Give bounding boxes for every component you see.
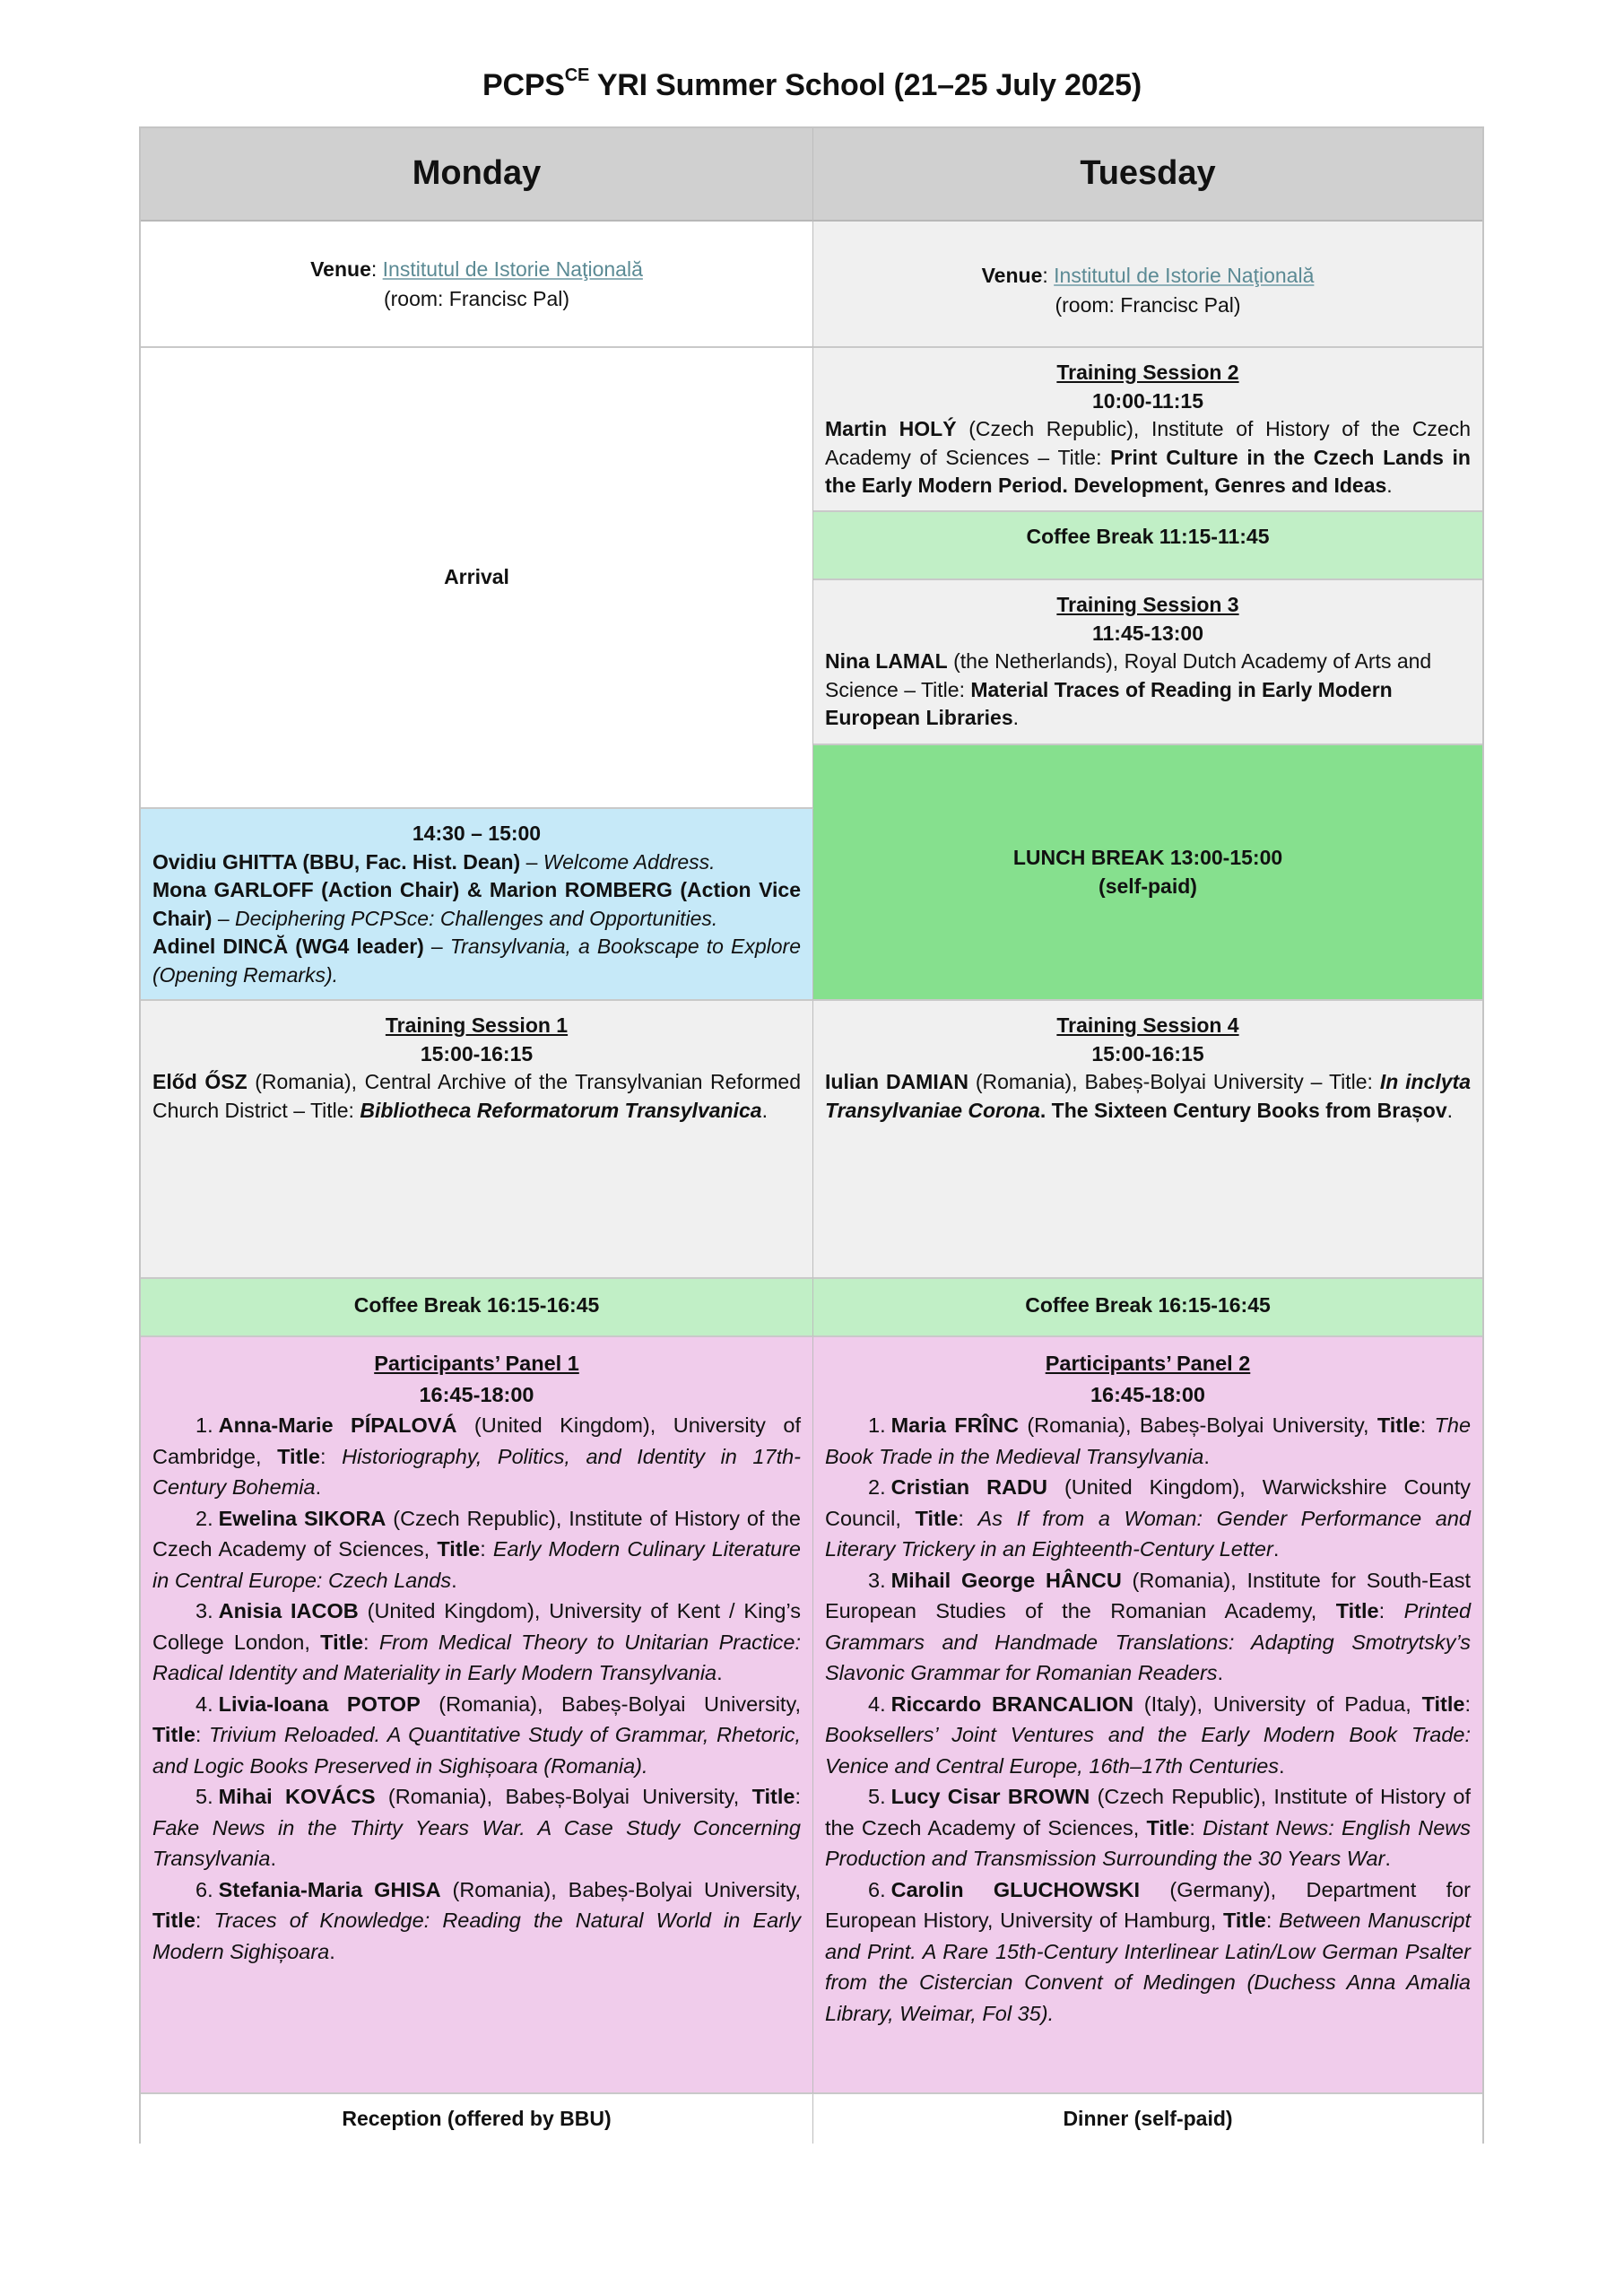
sep2: : [1420, 1413, 1435, 1437]
talk-separator: – [520, 849, 543, 874]
sep1: , [255, 1444, 278, 1468]
punctuation: . [451, 1568, 457, 1592]
punctuation: . [1217, 1661, 1224, 1684]
coffee-break-label: Coffee Break 16:15-16:45 [353, 1293, 600, 1317]
title-label: Title [437, 1537, 481, 1561]
session-time: 10:00-11:15 [1091, 388, 1204, 413]
sep2: : [1464, 1692, 1471, 1716]
talk-speaker: Adinel DINCĂ (WG4 leader) [152, 935, 424, 958]
venue-label: Venue [310, 257, 371, 281]
paper-title: Trivium Reloaded. A Quantitative Study of Grammar, Rhetoric, and Logic Books Preserved in Sighișoara (Romania). [152, 1723, 801, 1778]
session-affiliation: (Romania), Babeș-Bolyai University – Title: [968, 1070, 1380, 1093]
session-time: 15:00-16:15 [1091, 1041, 1204, 1065]
item-number: 5. [868, 1785, 886, 1808]
panel-item [825, 1410, 1471, 1472]
title-rest: YRI Summer School (21–25 July 2025) [589, 68, 1142, 102]
session-heading: Training Session 2 [1056, 361, 1239, 384]
participant-affiliation: (Czech Republic), Institute of History of the Czech Academy of Sciences [152, 1506, 801, 1561]
participant-affiliation: (United Kingdom), University of Cambridge [152, 1413, 801, 1468]
participant-name: Anna-Marie PÍPALOVÁ [218, 1413, 457, 1437]
panel-item [825, 1472, 1471, 1565]
punctuation: . [329, 1939, 335, 1963]
sep2: : [319, 1444, 343, 1468]
opening-cell [141, 809, 813, 1001]
item-number: 4. [868, 1692, 886, 1716]
title-main: PCPS [482, 68, 565, 102]
sep1: , [1210, 1909, 1223, 1932]
talk-separator: – [212, 906, 236, 930]
participant-name: Stefania-Maria GHISA [218, 1877, 441, 1901]
participant-affiliation: (Czech Republic), Institute of History of the Czech Academy of Sciences [825, 1785, 1471, 1839]
session-title: In inclyta Transylvaniae Corona [825, 1070, 1471, 1122]
evening-label: Reception (offered by BBU) [342, 2106, 612, 2130]
sep2: : [363, 1630, 379, 1654]
title-label: Title [1376, 1413, 1420, 1437]
training-session-3-cell [813, 580, 1482, 745]
participant-affiliation: (United Kingdom), University of Kent / King’s College London [152, 1599, 801, 1654]
session-title: Print Culture in the Czech Lands in the Early Modern Period. Development, Genres and Ideas [825, 445, 1471, 497]
participant-name: Livia-Ioana POTOP [218, 1692, 421, 1716]
panel-item [825, 1565, 1471, 1689]
opening-time: 14:30 – 15:00 [412, 822, 542, 845]
paper-title: Early Modern Culinary Literature in Central Europe: Czech Lands [152, 1537, 801, 1592]
panel-heading: Participants’ Panel 2 [1045, 1352, 1251, 1375]
item-number: 2. [868, 1475, 886, 1499]
venue-cell-tuesday: Venue: Institutul de Istorie Naţională (room: Francisc Pal) [813, 222, 1482, 348]
session-affiliation: (Romania), Central Archive of the Transylvanian Reformed Church District – Title: [152, 1070, 802, 1122]
talk-title: Transylvania, a Bookscape to Explore (Opening Remarks). [152, 935, 801, 987]
item-number: 1. [195, 1413, 213, 1437]
talk-title: Welcome Address. [543, 849, 716, 874]
panel-item [152, 1781, 801, 1874]
participant-name: Ewelina SIKORA [218, 1506, 386, 1530]
title-superscript: CE [564, 65, 590, 85]
sep1 [1369, 1413, 1377, 1437]
paper-title: Between Manuscript and Print. A Rare 15th-Century Interlinear Latin/Low German Psalter from the Cistercian Convent of Medingen (Duchess Anna Amalia Library, Weimar, Fol 35). [825, 1909, 1472, 2025]
sep2: : [1265, 1909, 1279, 1932]
sep1: , [423, 1537, 438, 1561]
sep2: : [195, 1723, 209, 1746]
opening-talk [152, 933, 801, 989]
participants-panel-1-cell [141, 1337, 813, 2094]
title-label: Title [152, 1909, 195, 1932]
panel-item [825, 1874, 1471, 2030]
coffee-break-label: Coffee Break 11:15-11:45 [1026, 525, 1270, 548]
coffee-break-afternoon-monday [141, 1279, 813, 1337]
item-number: 5. [195, 1785, 213, 1808]
session-description [152, 1068, 801, 1125]
evening-tuesday [813, 2094, 1482, 2144]
talk-speaker: Mona GARLOFF (Action Chair) & Marion ROMBERG (Action Vice Chair) [152, 878, 801, 930]
punctuation: . [1279, 1753, 1285, 1778]
punctuation: . [1385, 1847, 1391, 1870]
evening-label: Dinner (self-paid) [1063, 2106, 1233, 2130]
session-time: 15:00-16:15 [420, 1041, 534, 1065]
day-header-tuesday [813, 128, 1482, 222]
item-number: 3. [195, 1599, 213, 1622]
session-speaker: Nina LAMAL [825, 649, 948, 673]
day-name: Tuesday [1080, 154, 1216, 193]
participant-affiliation: (Romania), Babeș-Bolyai University [440, 1877, 795, 1901]
sep1: , [795, 1877, 801, 1901]
title-label: Title [1421, 1692, 1465, 1716]
sep1: , [733, 1785, 752, 1808]
paper-title: Traces of Knowledge: Reading the Natural World in Early Modern Sighișoara [152, 1909, 801, 1963]
talk-separator: – [423, 935, 450, 958]
participant-name: Riccardo BRANCALION [890, 1692, 1133, 1716]
paper-title: Booksellers’ Joint Ventures and the Early Modern Book Trade: Venice and Central Europe, 16th–17th Centuries [825, 1723, 1471, 1778]
participant-name: Mihail George HÂNCU [890, 1568, 1122, 1592]
venue-room: (room: Francisc Pal) [383, 286, 570, 310]
arrival-cell [141, 348, 813, 809]
panel-item [825, 1781, 1471, 1874]
participant-name: Cristian RADU [890, 1475, 1047, 1499]
paper-title: Distant News: English News Production and Transmission Surrounding the 30 Years War [825, 1815, 1472, 1870]
sep1: , [1133, 1815, 1147, 1839]
participants-panel-2-cell [813, 1337, 1482, 2094]
venue-cell-monday: Venue: Institutul de Istorie Naţională (room: Francisc Pal) [141, 222, 813, 348]
venue-link[interactable]: Institutul de Istorie Naţională [1054, 263, 1315, 287]
panel-item [152, 1689, 801, 1782]
day-name: Monday [412, 154, 542, 193]
document-title [0, 65, 1624, 103]
sep2: : [1378, 1599, 1404, 1622]
punctuation: . [1203, 1444, 1210, 1468]
punctuation: . [1272, 1537, 1280, 1561]
title-label: Title [751, 1785, 795, 1808]
item-number: 2. [195, 1506, 213, 1530]
participant-name: Lucy Cisar BROWN [890, 1785, 1090, 1808]
training-session-2-cell [813, 348, 1482, 512]
sep1: , [304, 1630, 321, 1654]
lunch-break-cell [813, 745, 1482, 1001]
participant-affiliation: (Romania), Institute for South-East European Studies of the Romanian Academy [825, 1568, 1471, 1622]
punctuation: . [315, 1475, 322, 1499]
participant-affiliation: (Italy), University of Padua, [1133, 1692, 1411, 1716]
punctuation: . [1446, 1098, 1454, 1122]
session-time: 11:45-13:00 [1091, 621, 1204, 645]
participant-name: Mihai KOVÁCS [218, 1785, 376, 1808]
session-speaker: Iulian DAMIAN [825, 1070, 968, 1093]
talk-speaker: Ovidiu GHITTA (BBU, Fac. Hist. Dean) [152, 849, 521, 874]
panel-item [152, 1874, 801, 1968]
arrival-label: Arrival [444, 565, 509, 589]
item-number: 1. [868, 1413, 886, 1437]
opening-talk [152, 876, 801, 933]
lunch-note: (self-paid) [1099, 874, 1197, 898]
session-description [825, 415, 1471, 500]
panel-heading: Participants’ Panel 1 [374, 1352, 579, 1375]
paper-title: From Medical Theory to Unitarian Practice: Radical Identity and Materiality in Early Modern Transylvania [152, 1630, 802, 1684]
paper-title: As If from a Woman: Gender Performance and Literary Trickery in an Eighteenth-Century Letter [825, 1506, 1471, 1561]
session-speaker: Martin HOLÝ [825, 417, 957, 440]
panel-item [825, 1689, 1471, 1782]
participant-affiliation: (Romania), Babeș-Bolyai University, [1019, 1413, 1369, 1437]
panel-item [152, 1410, 801, 1503]
day-header-monday [141, 128, 813, 222]
session-speaker: Előd ŐSZ [152, 1070, 248, 1093]
coffee-break-morning [813, 512, 1482, 580]
coffee-break-label: Coffee Break 16:15-16:45 [1025, 1293, 1271, 1317]
session-heading: Training Session 4 [1056, 1013, 1239, 1037]
training-session-4-cell [813, 1001, 1482, 1279]
venue-link[interactable]: Institutul de Istorie Naţională [382, 257, 643, 281]
participant-affiliation: (United Kingdom), Warwickshire County Council [825, 1475, 1471, 1530]
panel-item [152, 1596, 801, 1689]
punctuation: . [716, 1661, 723, 1684]
punctuation: . [1012, 706, 1020, 729]
item-number: 3. [868, 1568, 886, 1592]
panel-time: 16:45-18:00 [1090, 1382, 1206, 1406]
session-heading: Training Session 1 [385, 1013, 569, 1037]
sep1: , [895, 1506, 916, 1530]
session-affiliation: (Czech Republic), Institute of History of the Czech Academy of Sciences – Title: [825, 417, 1472, 469]
training-session-1-cell [141, 1001, 813, 1279]
sep1: , [1310, 1599, 1336, 1622]
lunch-label: LUNCH BREAK 13:00-15:00 [1012, 846, 1283, 869]
participant-name: Maria FRÎNC [890, 1413, 1020, 1437]
title-label: Title [1335, 1599, 1379, 1622]
paper-title: Historiography, Politics, and Identity in 17th-Century Bohemia [152, 1444, 801, 1499]
punctuation: . [270, 1847, 277, 1870]
sep1 [1411, 1692, 1422, 1716]
sep2: : [195, 1909, 214, 1932]
session-title: Material Traces of Reading in Early Modern European Libraries [825, 677, 1393, 729]
sep2: : [1189, 1815, 1203, 1839]
paper-title: The Book Trade in the Medieval Transylvania [825, 1413, 1472, 1468]
punctuation: . [761, 1098, 768, 1122]
talk-title: Deciphering PCPSce: Challenges and Opportunities. [235, 906, 718, 930]
session-description [825, 648, 1471, 733]
sep2: : [795, 1785, 801, 1808]
paper-title: Printed Grammars and Handmade Translations: Adapting Smotrytsky’s Slavonic Grammar for Romanian Readers [825, 1599, 1472, 1684]
sep2: : [480, 1537, 493, 1561]
opening-talk [152, 848, 801, 877]
panel-item [152, 1503, 801, 1596]
venue-room: (room: Francisc Pal) [1055, 292, 1241, 317]
coffee-break-afternoon-tuesday [813, 1279, 1482, 1337]
participant-name: Anisia IACOB [218, 1599, 359, 1622]
session-title-rest: . The Sixteen Century Books from Brașov [1039, 1098, 1447, 1122]
item-number: 6. [868, 1877, 886, 1901]
venue-label: Venue [981, 263, 1043, 287]
title-label: Title [152, 1723, 195, 1746]
participant-affiliation: (Romania), Babeș-Bolyai University [420, 1692, 795, 1716]
title-label: Title [1146, 1815, 1190, 1839]
title-label: Title [277, 1444, 320, 1468]
session-affiliation: (the Netherlands), Royal Dutch Academy of Arts and Science – Title: [825, 649, 1432, 701]
sep2: : [958, 1506, 978, 1530]
item-number: 6. [195, 1877, 213, 1901]
participant-affiliation: (Germany), Department for European History, University of Hamburg [825, 1877, 1472, 1932]
item-number: 4. [195, 1692, 213, 1716]
paper-title: Fake News in the Thirty Years War. A Case Study Concerning Transylvania [152, 1815, 801, 1870]
session-title: Bibliotheca Reformatorum Transylvanica [360, 1098, 762, 1122]
title-label: Title [320, 1630, 364, 1654]
session-heading: Training Session 3 [1056, 593, 1239, 616]
evening-monday [141, 2094, 813, 2144]
participant-affiliation: (Romania), Babeș-Bolyai University [375, 1785, 734, 1808]
participant-name: Carolin GLUCHOWSKI [890, 1877, 1141, 1901]
panel-time: 16:45-18:00 [419, 1382, 534, 1406]
sep1: , [795, 1692, 801, 1716]
session-description [825, 1068, 1471, 1125]
title-label: Title [915, 1506, 959, 1530]
punctuation: . [1386, 474, 1393, 497]
schedule-table [139, 126, 1484, 2144]
title-label: Title [1222, 1909, 1266, 1932]
